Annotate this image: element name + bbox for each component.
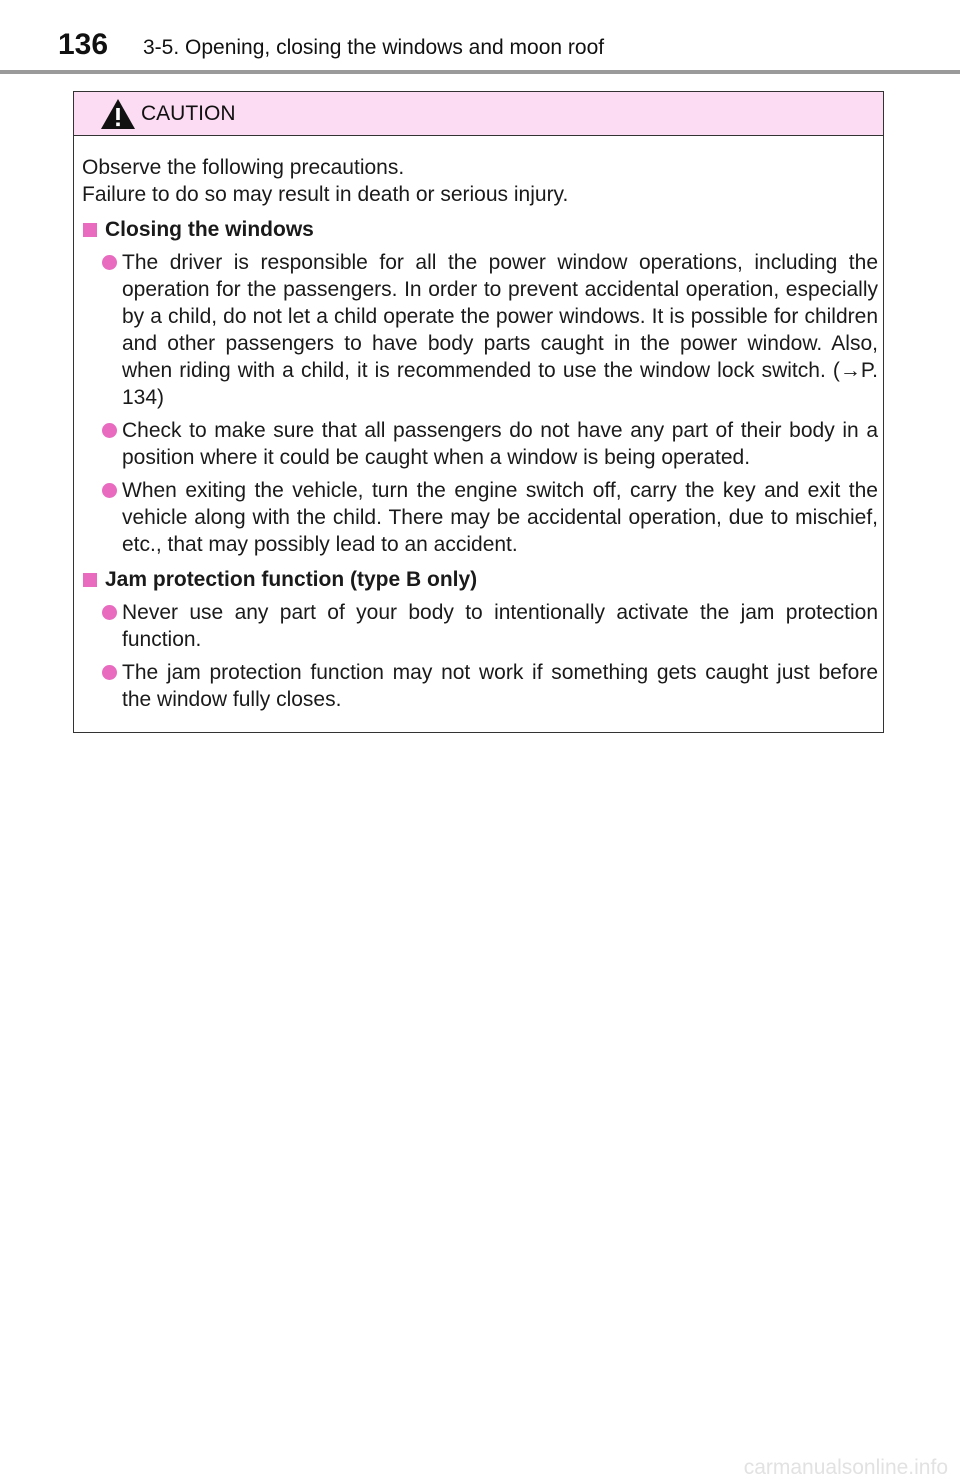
list-item-text: Check to make sure that all passengers do not have any part of their body in a position where it could be caught when a window is being operated.: [122, 419, 878, 469]
page-number: 136: [58, 28, 109, 61]
caution-box: [73, 91, 884, 733]
caution-label: CAUTION: [141, 102, 236, 125]
subsection-jam-protection: [82, 566, 878, 713]
subsection-heading: [82, 216, 878, 243]
watermark-text: carmanualsonline.info: [743, 1456, 948, 1479]
subsection-heading-text: Closing the windows: [105, 218, 314, 241]
caution-body: [82, 154, 878, 713]
list-item-text: Never use any part of your body to intentionally activate the jam protection function.: [122, 601, 878, 651]
caution-header: [74, 92, 883, 136]
subsection-heading: [82, 566, 878, 593]
square-bullet-icon: [83, 223, 97, 237]
intro-line: Observe the following precautions.: [82, 156, 405, 179]
list-item: [82, 417, 878, 471]
intro-line: Failure to do so may result in death or serious injury.: [82, 183, 569, 206]
circle-bullet-icon: [102, 665, 117, 680]
list-item: [82, 249, 878, 411]
header-divider: [0, 70, 960, 74]
square-bullet-icon: [83, 573, 97, 587]
list-item-text: The jam protection function may not work if something gets caught just before the window fully closes.: [122, 661, 878, 711]
subsection-heading-text: Jam protection function (type B only): [105, 568, 478, 591]
page-header: [0, 0, 960, 74]
list-item-text: The driver is responsible for all the power window operations, including the operation for the passengers. In order to prevent accidental operation, especially by a child, do not let a child operate the power windows. It is possible for children and other passengers to have body parts caught in the power window. Also, when riding with a child, it is recommended to use the window lock switch. (→P. 134): [122, 251, 878, 409]
list-item-text: When exiting the vehicle, turn the engine switch off, carry the key and exit the vehicle along with the child. There may be accidental operation, due to mischief, etc., that may possibly lead to an accident.: [122, 479, 878, 556]
section-title: 3-5. Opening, closing the windows and moon roof: [143, 36, 605, 59]
list-item: [82, 599, 878, 653]
circle-bullet-icon: [102, 605, 117, 620]
subsection-closing-windows: [82, 216, 878, 558]
circle-bullet-icon: [102, 483, 117, 498]
list-item: [82, 659, 878, 713]
warning-triangle-icon: [100, 98, 136, 130]
list-item: [82, 477, 878, 558]
circle-bullet-icon: [102, 423, 117, 438]
circle-bullet-icon: [102, 255, 117, 270]
